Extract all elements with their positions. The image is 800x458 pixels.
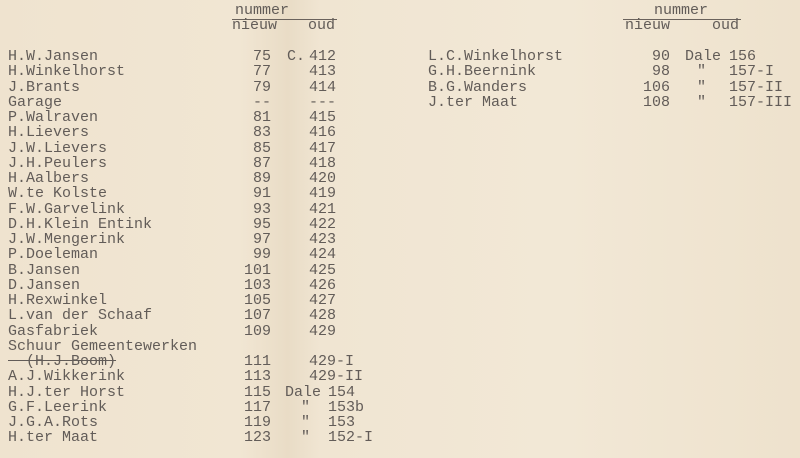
- nieuw-cell: 113: [243, 368, 271, 386]
- nieuw-cell: 79: [252, 78, 271, 96]
- oud-prefix: ": [301, 429, 311, 447]
- name-cell: J.ter Maat: [428, 93, 519, 111]
- oud-cell: 428: [309, 307, 337, 325]
- oud-cell: 153: [328, 414, 356, 431]
- name-cell: B.G.Wanders: [428, 78, 528, 96]
- oud-prefix: ": [697, 93, 707, 111]
- nieuw-cell: 105: [243, 292, 271, 309]
- name-cell: H.Rexwinkel: [8, 292, 108, 309]
- oud-cell: 153b: [328, 398, 365, 416]
- nieuw-cell: 106: [642, 78, 670, 96]
- nieuw-cell: 97: [252, 231, 271, 248]
- oud-cell: 429-II: [309, 368, 364, 386]
- name-cell: Gasfabriek: [8, 322, 99, 340]
- oud-cell: 429-I: [309, 353, 355, 370]
- oud-cell: 414: [309, 78, 337, 96]
- header-nieuw: nieuw: [625, 17, 671, 34]
- oud-cell: 419: [309, 185, 337, 203]
- name-cell: L.C.Winkelhorst: [428, 48, 564, 65]
- oud-cell: 157-II: [729, 78, 784, 96]
- header-nieuw: nieuw: [232, 17, 278, 34]
- oud-cell: 423: [309, 231, 337, 248]
- nieuw-cell: 119: [243, 414, 271, 431]
- name-cell: J.W.Lievers: [8, 139, 108, 157]
- name-cell: H.Lievers: [8, 124, 90, 142]
- nieuw-cell: --: [252, 93, 271, 111]
- oud-cell: 427: [309, 292, 337, 309]
- name-cell: P.Walraven: [8, 109, 99, 126]
- name-cell: H.Aalbers: [8, 170, 90, 187]
- oud-cell: 156: [729, 48, 757, 65]
- name-cell: F.W.Garvelink: [8, 200, 126, 218]
- name-cell: H.J.ter Horst: [8, 383, 126, 401]
- nieuw-cell: 89: [252, 170, 271, 187]
- oud-cell: 429: [309, 322, 337, 340]
- name-cell: J.Brants: [8, 78, 81, 96]
- name-cell: J.W.Mengerink: [8, 231, 126, 248]
- header-nummer: nummer: [654, 2, 709, 19]
- nieuw-cell: 117: [243, 398, 271, 416]
- nieuw-cell: 81: [252, 109, 271, 126]
- oud-prefix: ": [697, 78, 707, 96]
- oud-cell: 417: [309, 139, 337, 157]
- oud-cell: 416: [309, 124, 337, 142]
- oud-cell: 422: [309, 215, 337, 233]
- nieuw-cell: 83: [252, 124, 271, 142]
- oud-cell: 157-III: [729, 93, 793, 111]
- oud-cell: 413: [309, 63, 337, 81]
- name-cell: P.Doeleman: [8, 246, 99, 264]
- oud-prefix: ": [697, 63, 707, 81]
- name-cell: H.W.Jansen: [8, 48, 99, 65]
- name-cell: Garage: [8, 93, 63, 111]
- name-cell: B.Jansen: [8, 261, 81, 279]
- oud-cell: 152-I: [328, 429, 374, 447]
- name-cell: G.H.Beernink: [428, 63, 537, 81]
- nieuw-cell: 98: [651, 63, 670, 81]
- name-cell: H.Winkelhorst: [8, 63, 126, 81]
- name-cell: J.H.Peulers: [8, 154, 108, 172]
- name-cell: A.J.Wikkerink: [8, 368, 126, 386]
- nieuw-cell: 95: [252, 215, 271, 233]
- oud-cell: 420: [309, 170, 337, 187]
- name-cell: W.te Kolste: [8, 185, 108, 203]
- nieuw-cell: 107: [243, 307, 271, 325]
- header-oud: oud: [712, 17, 740, 34]
- oud-cell: 424: [309, 246, 337, 264]
- name-cell: (H.J.Boom): [8, 353, 117, 370]
- nieuw-cell: 87: [252, 154, 271, 172]
- oud-cell: 418: [309, 154, 337, 172]
- nieuw-cell: 101: [243, 261, 271, 279]
- oud-cell: 157-I: [729, 63, 775, 81]
- name-cell: Schuur Gemeentewerken: [8, 337, 198, 355]
- nieuw-cell: 75: [252, 48, 271, 65]
- nieuw-cell: 115: [243, 383, 271, 401]
- oud-cell: 415: [309, 109, 337, 126]
- name-cell: D.H.Klein Entink: [8, 215, 153, 233]
- nieuw-cell: 109: [243, 322, 271, 340]
- nieuw-cell: 91: [252, 185, 271, 203]
- name-cell: D.Jansen: [8, 276, 81, 294]
- nieuw-cell: 77: [252, 63, 271, 81]
- nieuw-cell: 108: [642, 93, 670, 111]
- oud-cell: 154: [328, 383, 356, 401]
- header-nummer: nummer: [235, 2, 290, 19]
- oud-prefix: C.: [287, 48, 306, 65]
- oud-prefix: ": [301, 414, 311, 431]
- oud-cell: 426: [309, 276, 337, 294]
- oud-prefix: Dale: [285, 383, 322, 401]
- oud-cell: 421: [309, 200, 337, 218]
- nieuw-cell: 90: [651, 48, 670, 65]
- nieuw-cell: 85: [252, 139, 271, 157]
- oud-prefix: ": [301, 398, 311, 416]
- oud-cell: ---: [309, 93, 337, 111]
- nieuw-cell: 123: [243, 429, 271, 447]
- name-cell: H.ter Maat: [8, 429, 99, 447]
- name-cell: L.van der Schaaf: [8, 307, 153, 325]
- name-cell: G.F.Leerink: [8, 398, 108, 416]
- nieuw-cell: 93: [252, 200, 271, 218]
- header-oud: oud: [308, 17, 336, 34]
- name-cell: J.G.A.Rots: [8, 414, 99, 431]
- oud-cell: 425: [309, 261, 337, 279]
- nieuw-cell: 99: [252, 246, 271, 264]
- oud-cell: 412: [309, 48, 337, 65]
- nieuw-cell: 111: [243, 353, 271, 370]
- oud-prefix: Dale: [685, 48, 722, 65]
- nieuw-cell: 103: [243, 276, 271, 294]
